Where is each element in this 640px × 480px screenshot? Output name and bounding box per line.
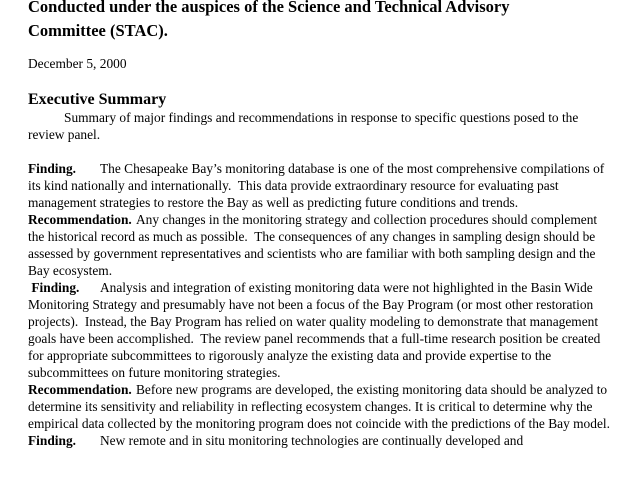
recommendation-text-2: Before new programs are developed, the existing monitoring data should be analyzed to determine its sensitivity and reliability in reflecting ecosystem changes. It is critical to determine why the empirical data collected by the monitoring program does not coincide with the predictions of the Bay model. [28,382,611,431]
finding-paragraph-1 [28,160,616,211]
finding-paragraph-2 [28,279,616,381]
finding-text-2: Analysis and integration of existing monitoring data were not highlighted in the Basin Wide Monitoring Strategy and presumably have not been a focus of the Bay Program (or most other restoration projects). Instead, the Bay Program has relied on water quality modeling to demonstrate that management goals have been accomplished. The review panel recommends that a full-time research position be created for appropriate subcommittees to rigorously analyze the existing data and provide expertise to the subcommittees on future monitoring strategies. [28,280,604,380]
finding-label-3: Finding. [28,433,77,448]
recommendation-paragraph-1 [28,211,616,279]
finding-text-3: New remote and in situ monitoring technologies are continually developed and [76,433,524,448]
document-title: Conducted under the auspices of the Science and Technical Advisory Committee (STAC). [28,0,510,40]
recommendation-label-1: Recommendation. [28,212,132,227]
recommendation-paragraph-2 [28,381,616,432]
finding-label-1: Finding. [28,161,77,176]
recommendation-text-1: Any changes in the monitoring strategy and collection procedures should complement the historical record as much as possible. The consequences of any changes in sampling design should be assessed by government representatives and scientists who are familiar with both sampling design and the Bay ecosystem. [28,212,601,278]
finding-label-2: Finding. [28,280,80,295]
document-date: December 5, 2000 [28,56,127,71]
finding-paragraph-3 [28,432,616,449]
finding-text-1: The Chesapeake Bay’s monitoring database is one of the most comprehensive compilations of its kind nationally and internationally. This data provide extraordinary resource for evaluating past management strategies to restore the Bay as well as predicting future conditions and trends. [28,161,608,210]
summary-paragraph: Summary of major findings and recommendations in response to specific questions posed to the review panel. [28,110,582,142]
recommendation-label-2: Recommendation. [28,382,132,397]
executive-summary-heading: Executive Summary [28,91,167,108]
